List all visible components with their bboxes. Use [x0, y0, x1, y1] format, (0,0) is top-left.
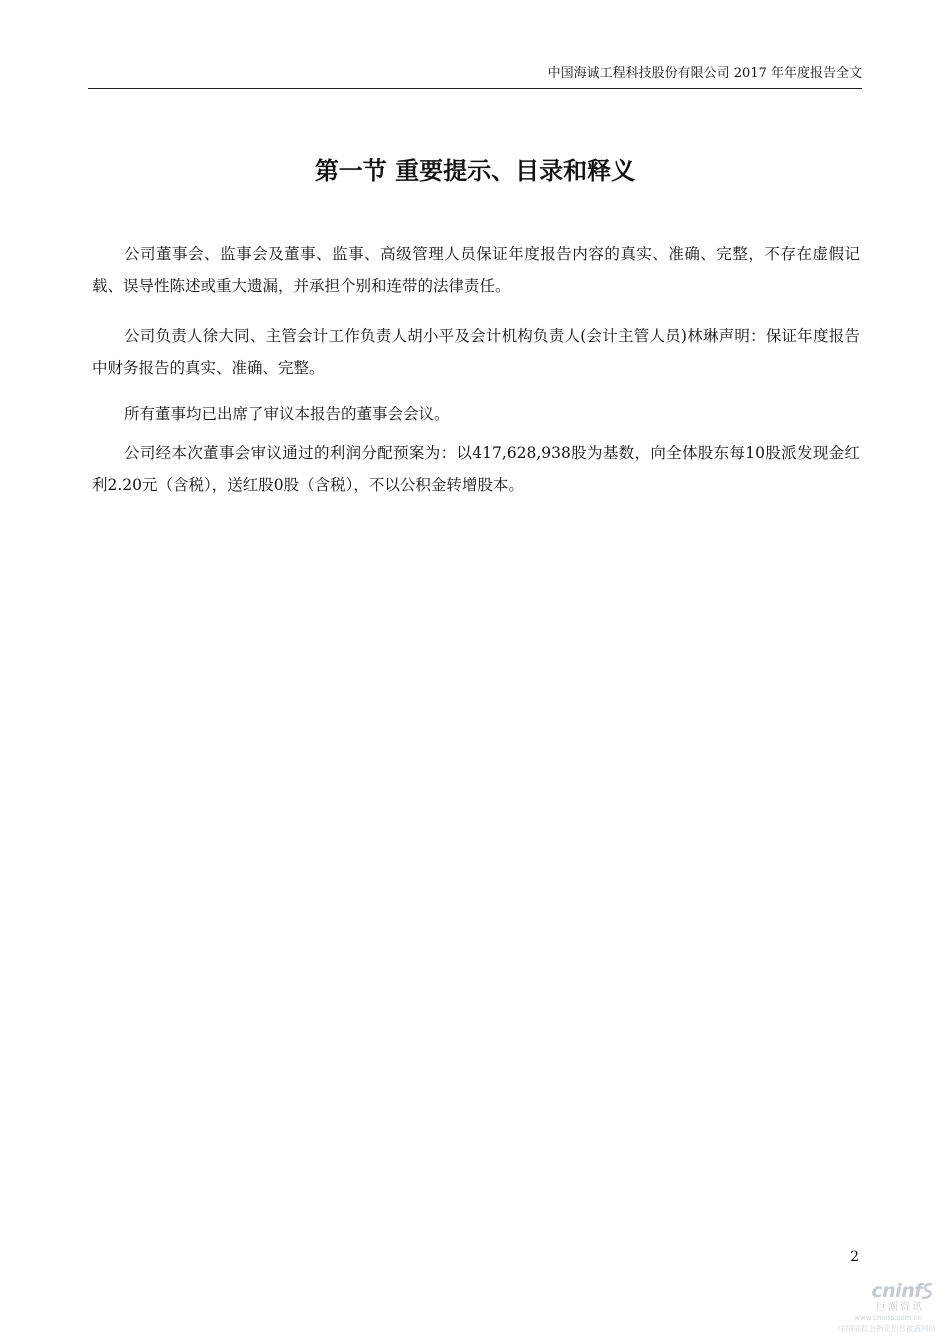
page-number: 2 [850, 1249, 859, 1265]
section-title: 第一节 重要提示、目录和释义 [314, 156, 636, 185]
watermark-name: 巨潮资讯 [876, 1302, 924, 1313]
paragraph-responsibility-statement: 公司董事会、监事会及董事、监事、高级管理人员保证年度报告内容的真实、准确、完整，不存在虚假记载、误导性陈述或重大遗漏，并承担个别和连带的法律责任。 [92, 245, 860, 295]
watermark-url: www.cninfo.com.cn [854, 1314, 922, 1322]
running-title: 中国海诚工程科技股份有限公司 2017 年年度报告全文 [547, 66, 862, 81]
paragraph-board-attendance: 所有董事均已出席了审议本报告的董事会会议。 [124, 405, 450, 423]
watermark-logo-text: cninf [871, 1280, 922, 1302]
paragraph-profit-distribution: 公司经本次董事会审议通过的利润分配预案为：以417,628,938股为基数，向全体股东每10股派发现金红利2.20元（含税），送红股0股（含税），不以公积金转增股本。 [92, 444, 860, 494]
page-header [88, 66, 862, 89]
paragraph-officer-declaration: 公司负责人徐大同、主管会计工作负责人胡小平及会计机构负责人(会计主管人员)林琳声明：保证年度报告中财务报告的真实、准确、完整。 [92, 327, 860, 377]
watermark-swirl-icon [920, 1282, 934, 1300]
cninfo-watermark [836, 1280, 936, 1338]
watermark-subtitle: 中国证监会指定信息披露网站 [838, 1324, 936, 1333]
